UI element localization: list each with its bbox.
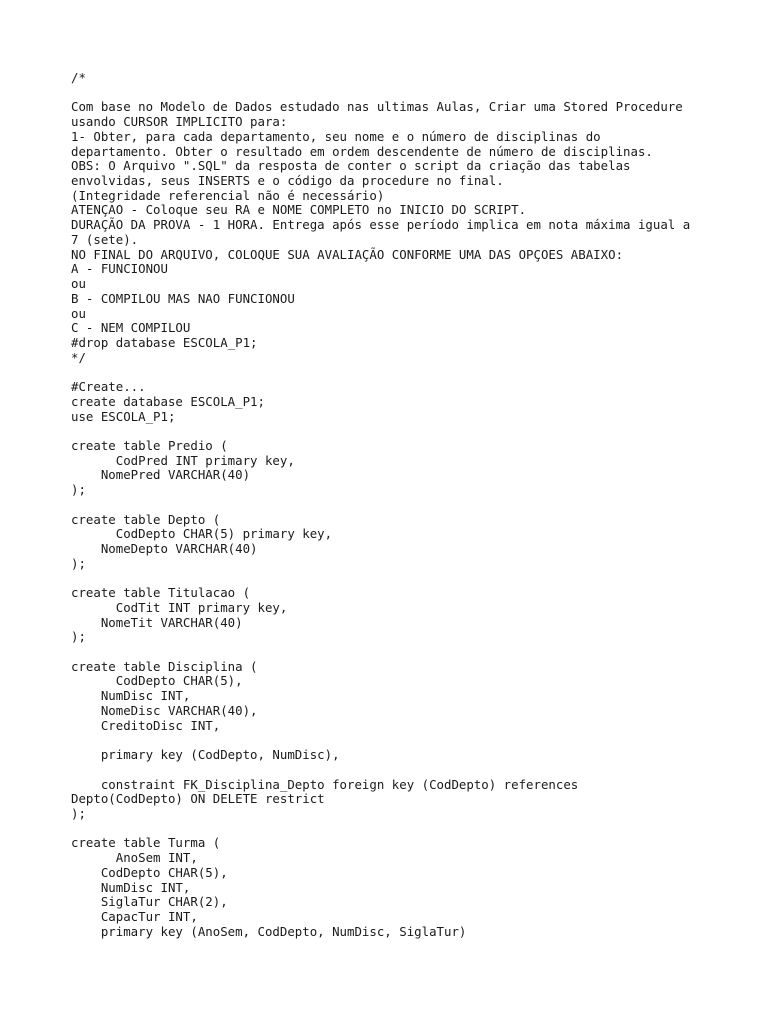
script-line: primary key (CodDepto, NumDisc), [71, 747, 340, 763]
script-line: Com base no Modelo de Dados estudado nas ultimas Aulas, Criar uma Stored Procedure [71, 99, 683, 115]
script-line: CodPred INT primary key, [71, 452, 295, 468]
script-line [71, 498, 690, 513]
script-line: Depto(CodDepto) ON DELETE restrict [71, 791, 325, 807]
script-line [71, 645, 690, 660]
script-line [71, 571, 690, 586]
script-line [71, 822, 690, 837]
script-line: departamento. Obter o resultado em ordem descendente de número de disciplinas. [71, 143, 653, 159]
script-line: (Integridade referencial não é necessário) [71, 187, 385, 203]
script-line: A - FUNCIONOU [71, 261, 168, 277]
script-line [71, 763, 690, 778]
script-line: create table Turma ( [71, 835, 221, 851]
script-line: CodDepto CHAR(5), [71, 673, 243, 689]
script-line: #drop database ESCOLA_P1; [71, 334, 258, 350]
script-line: CreditoDisc INT, [71, 717, 221, 733]
script-line: NO FINAL DO ARQUIVO, COLOQUE SUA AVALIAÇÃO CONFORME UMA DAS OPÇOES ABAIXO: [71, 246, 624, 262]
script-line: NomeTit VARCHAR(40) [71, 614, 243, 630]
script-line: create table Depto ( [71, 511, 221, 527]
script-line: create database ESCOLA_P1; [71, 393, 265, 409]
script-line: use ESCOLA_P1; [71, 408, 176, 424]
script-line: create table Disciplina ( [71, 658, 258, 674]
script-line [71, 424, 690, 439]
script-line [71, 86, 690, 101]
script-line: ATENÇAO - Coloque seu RA e NOME COMPLETO no INICIO DO SCRIPT. [71, 202, 527, 218]
script-line: ou [71, 276, 86, 292]
script-line: envolvidas, seus INSERTS e o código da procedure no final. [71, 173, 504, 189]
script-line: OBS: O Arquivo ".SQL" da resposta de conter o script da criação das tabelas [71, 158, 631, 174]
script-line: #Create... [71, 379, 146, 395]
script-line: ); [71, 482, 86, 498]
script-line: create table Titulacao ( [71, 585, 251, 601]
script-line: NomePred VARCHAR(40) [71, 467, 251, 483]
script-line: ); [71, 555, 86, 571]
script-line: NumDisc INT, [71, 879, 191, 895]
script-line: B - COMPILOU MAS NAO FUNCIONOU [71, 290, 295, 306]
script-line: /* [71, 70, 86, 85]
script-line: SiglaTur CHAR(2), [71, 894, 228, 910]
script-line: CodDepto CHAR(5), [71, 864, 228, 880]
script-line: ou [71, 305, 86, 321]
script-line [71, 733, 690, 748]
script-line: 1- Obter, para cada departamento, seu nome e o número de disciplinas do [71, 128, 601, 144]
script-line: AnoSem INT, [71, 850, 198, 866]
script-line: usando CURSOR IMPLICITO para: [71, 114, 288, 130]
script-line: CodDepto CHAR(5) primary key, [71, 526, 333, 542]
script-line: ); [71, 629, 86, 645]
script-line: */ [71, 349, 86, 365]
script-line: CodTit INT primary key, [71, 599, 288, 615]
script-line: NumDisc INT, [71, 688, 191, 704]
script-line [71, 365, 690, 380]
script-line: NomeDisc VARCHAR(40), [71, 702, 258, 718]
script-line: create table Predio ( [71, 437, 228, 453]
script-line: ); [71, 805, 86, 821]
script-line: 7 (sete). [71, 231, 139, 247]
sql-script-text [71, 71, 690, 939]
script-line: NomeDepto VARCHAR(40) [71, 541, 258, 556]
script-line: CapacTur INT, [71, 908, 198, 924]
script-line: constraint FK_Disciplina_Depto foreign key (CodDepto) references [71, 776, 579, 792]
script-line: C - NEM COMPILOU [71, 320, 191, 336]
script-line: DURAÇÃO DA PROVA - 1 HORA. Entrega após esse período implica em nota máxima igual a [71, 217, 691, 233]
script-line: primary key (AnoSem, CodDepto, NumDisc, SiglaTur) [71, 923, 467, 939]
